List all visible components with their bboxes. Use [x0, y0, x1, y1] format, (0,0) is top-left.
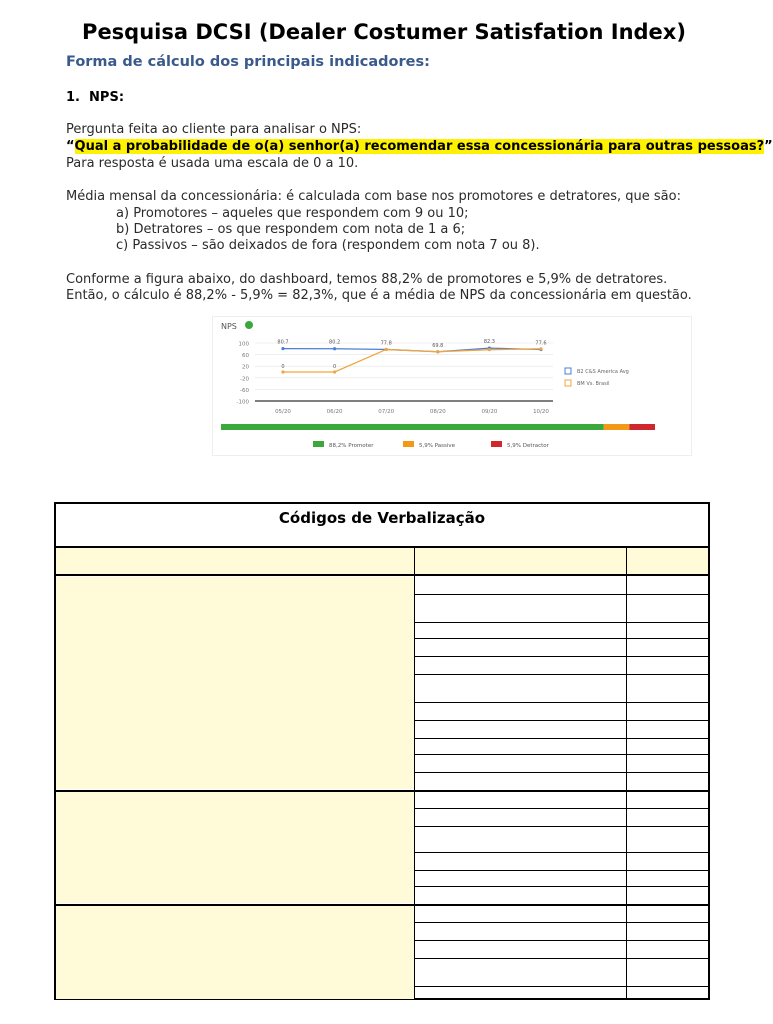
series-line [283, 349, 541, 372]
table-row-line [414, 870, 708, 871]
table-row-line [414, 772, 708, 773]
data-label: 80.2 [329, 339, 341, 346]
legend-swatch [565, 380, 571, 386]
nps-chart-svg [213, 317, 691, 455]
table-group-cell [56, 905, 414, 999]
question-intro: Pergunta feita ao cliente para analisar o NPS: [66, 122, 362, 137]
x-tick-label: 06/20 [326, 409, 343, 415]
table-column-divider [414, 546, 415, 1000]
x-tick-label: 05/20 [275, 409, 291, 415]
table-row-line [414, 754, 708, 755]
bar-legend-label: 88,2% Promoter [329, 443, 374, 449]
question-line: “Qual a probabilidade de o(a) senhor(a) recomendar essa concessionária para outras pessoas?” [66, 139, 773, 154]
series-point [333, 370, 336, 373]
y-tick-label: 20 [242, 364, 249, 371]
table-row-line [414, 986, 708, 987]
table-header-row [56, 546, 708, 576]
table-row-line [414, 958, 708, 959]
data-label: 80.7 [277, 339, 289, 346]
bar-legend-label: 5,9% Passive [419, 443, 456, 449]
bar-segment-passive [604, 424, 630, 430]
table-group-divider [56, 790, 708, 792]
verbalization-table [54, 502, 710, 1000]
bar-legend-label: 5,9% Detractor [507, 443, 549, 449]
data-label: 82.3 [483, 339, 495, 346]
table-group-cell [56, 791, 414, 903]
bar-legend-swatch [491, 441, 502, 447]
data-label: 69.8 [432, 342, 444, 349]
table-group-divider [56, 904, 708, 906]
table-row-line [414, 594, 708, 595]
conclusion-line-1: Conforme a figura abaixo, do dashboard, temos 88,2% de promotores e 5,9% de detratores. [66, 272, 668, 287]
y-tick-label: -100 [236, 399, 249, 406]
bar-legend-swatch [313, 441, 324, 447]
data-label: 77.8 [380, 340, 392, 347]
series-point [488, 348, 491, 351]
series-point [436, 350, 439, 353]
question-highlight: Qual a probabilidade de o(a) senhor(a) recomendar essa concessionária para outras pessoas? [74, 139, 765, 154]
table-row-line [414, 886, 708, 887]
legend-swatch [565, 368, 571, 374]
table-row-line [414, 638, 708, 639]
scale-note: Para resposta é usada uma escala de 0 a 10. [66, 156, 359, 171]
section-heading: Forma de cálculo dos principais indicadores: [66, 54, 430, 70]
bar-segment-promoter [221, 424, 604, 430]
data-label: 0 [281, 364, 285, 370]
conclusion-line-2: Então, o cálculo é 88,2% - 5,9% = 82,3%, que é a média de NPS da concessionária em questão. [66, 288, 692, 303]
y-tick-label: 60 [242, 353, 249, 360]
table-row-line [414, 738, 708, 739]
chart-title: NPS [221, 322, 237, 331]
series-point [333, 347, 336, 350]
chart-title-indicator-icon [245, 321, 253, 329]
table-title: Códigos de Verbalização [278, 509, 486, 527]
table-row-line [414, 674, 708, 675]
series-point [385, 348, 388, 351]
series-point [281, 370, 284, 373]
series-point [281, 347, 284, 350]
x-tick-label: 09/20 [481, 409, 498, 415]
table-row-line [414, 808, 708, 809]
item-nps-heading: 1. NPS: [66, 90, 125, 105]
table-row-line [414, 940, 708, 941]
list-item-promoters: a) Promotores – aqueles que respondem com 9 ou 10; [116, 206, 469, 221]
table-row-line [414, 826, 708, 827]
x-tick-label: 10/20 [533, 409, 549, 415]
bar-segment-detractor [629, 424, 655, 430]
list-item-passives: c) Passivos – são deixados de fora (respondem com nota 7 ou 8). [116, 238, 540, 253]
x-tick-label: 08/20 [429, 409, 446, 415]
table-row-line [414, 702, 708, 703]
legend-label: B2 C&S America Avg [577, 369, 629, 375]
table-row-line [414, 622, 708, 623]
x-tick-label: 07/20 [378, 409, 395, 415]
bar-legend-swatch [403, 441, 414, 447]
y-tick-label: 100 [238, 341, 249, 348]
data-label: 0 [333, 364, 337, 370]
table-column-divider [626, 546, 627, 1000]
data-label: 77.6 [535, 340, 547, 347]
table-row-line [414, 720, 708, 721]
series-point [539, 347, 542, 350]
monthly-average: Média mensal da concessionária: é calculada com base nos promotores e detratores, que são: [66, 189, 681, 204]
nps-dashboard-chart [212, 316, 692, 456]
table-row-line [414, 656, 708, 657]
page-title: Pesquisa DCSI (Dealer Costumer Satisfation Index) [82, 20, 686, 44]
y-tick-label: -60 [240, 387, 249, 394]
y-tick-label: -20 [240, 376, 249, 383]
legend-label: BM Vs. Brasil [577, 381, 610, 387]
table-row-line [414, 922, 708, 923]
table-row-line [414, 852, 708, 853]
list-item-detractors: b) Detratores – os que respondem com nota de 1 a 6; [116, 222, 466, 237]
table-group-cell [56, 577, 414, 789]
